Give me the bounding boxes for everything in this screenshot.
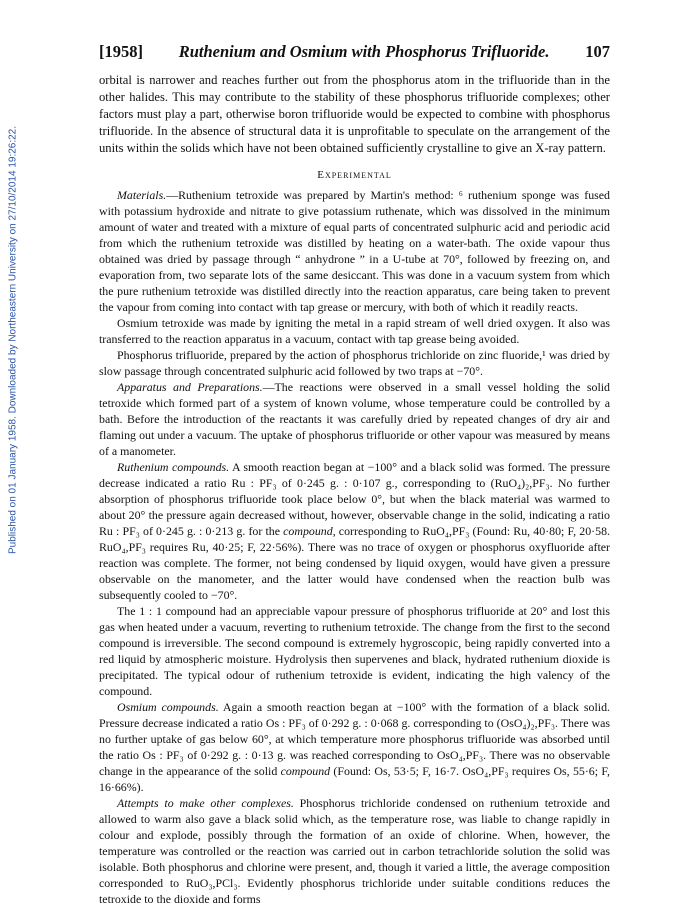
osmium-preparation-paragraph: Osmium tetroxide was made by igniting the metal in a rapid stream of well dried oxygen. It also was transferred to the reaction apparatus in a vacuum, contact with tap grease being avoided. bbox=[99, 316, 610, 346]
materials-text: —Ruthenium tetroxide was prepared by Martin's method: ⁶ ruthenium sponge was fused with potassium hydroxide and nitrate to give potassium ruthenate, which was dissolved in the minimum amount of water and treated with a mixture of equal parts of concentrated sulphuric acid and periodic acid from which the ruthenium tetroxide was distilled by heating on a water-bath. The oxide vapour thus obtained was dried by passage through “ anhydrone ” in a U-tube at 70°, followed by freezing on, and evaporation from, two separate lots of the same desiccant. This was done in a vacuum system from which the pure ruthenium tetroxide was distilled directly into the reaction apparatus, care being taken to prevent the vapour from coming into contact with tap grease or mercury, with both of which it readily reacts. bbox=[99, 188, 610, 314]
journal-year: [1958] bbox=[99, 42, 143, 61]
ruthenium-text-part2: , corresponding to RuO₄,PF₃ (Found: Ru, 40·80; F, 20·58. RuO₄,PF₃ requires Ru, 40·25; F, 22·56%). There was no trace of oxygen or phosphorus oxyfluoride after reaction was complete. The former, not being condensed by liquid oxygen, would have given a pressure observable on the manometer, and the latter would have condensed when the reaction bulb was subsequently cooled to −70°. bbox=[99, 524, 610, 602]
left-margin-watermark bbox=[0, 0, 26, 911]
article-page bbox=[99, 42, 610, 907]
intro-paragraph: orbital is narrower and reaches further out from the phosphorus atom in the trifluoride than in the other halides. This may contribute to the stability of these phosphorus trifluoride complexes; other factors must play a part, otherwise boron trifluoride would be expected to combine with phosphorus trifluoride. In the absence of structural data it is unprofitable to speculate on the arrangement of the units within the solids which have not been obtained sufficiently crystalline to give an X-ray pattern. bbox=[99, 73, 610, 155]
one-to-one-compound-paragraph: The 1 : 1 compound had an appreciable vapour pressure of phosphorus trifluoride at 20° and lost this gas when heated under a vacuum, reverting to ruthenium tetroxide. The change from the first to the second compound is irreversible. The second compound is extremely hygroscopic, being rapidly converted into a red liquid by atmospheric moisture. Hydrolysis then supervenes and black, hydrated ruthenium dioxide is precipitated. The typical odour of ruthenium tetroxide is evident, indicating the high valency of the compound. bbox=[99, 604, 610, 698]
apparatus-paragraph bbox=[99, 379, 610, 459]
ruthenium-compounds-label: Ruthenium compounds. bbox=[117, 460, 230, 474]
section-heading-experimental: Experimental bbox=[317, 169, 392, 181]
osmium-compounds-label: Osmium compounds. bbox=[117, 700, 219, 714]
page-number: 107 bbox=[585, 42, 610, 61]
osmium-compound-word: compound bbox=[280, 764, 331, 778]
download-notice[interactable]: Published on 01 January 1958. Downloaded by Northeastern University on 27/10/2014 19:26:22. bbox=[7, 125, 19, 555]
running-head bbox=[99, 42, 610, 62]
materials-label: Materials. bbox=[117, 188, 167, 202]
pf3-preparation-paragraph: Phosphorus trifluoride, prepared by the action of phosphorus trichloride on zinc fluoride,¹ was dried by slow passage through concentrated sulphuric acid followed by two traps at −70°. bbox=[99, 348, 610, 378]
attempts-label: Attempts to make other complexes. bbox=[117, 796, 294, 810]
article-title: Ruthenium and Osmium with Phosphorus Trifluoride. bbox=[178, 42, 550, 61]
apparatus-text: —The reactions were observed in a small vessel holding the solid tetroxide which formed part of a system of known volume, whose temperature could be controlled by a bath. Before the introduction of the reactants it was carefully dried by repeated changes of dry air and flaming out under a vacuum. The uptake of phosphorus trifluoride or other vapour was measured by means of a manometer. bbox=[99, 380, 610, 458]
ruthenium-compounds-paragraph bbox=[99, 459, 610, 603]
ruthenium-compound-word: compound bbox=[283, 524, 333, 538]
apparatus-label: Apparatus and Preparations. bbox=[117, 380, 263, 394]
attempts-paragraph bbox=[99, 795, 610, 907]
osmium-text-part1: Again a smooth reaction began at −100° with the formation of a black solid. Pressure decrease indicated a ratio Os : PF₃ of 0·292 g. : 0·068 g. corresponding to (OsO₄)₂,PF₃. There was no further uptake of gas below 60°, at which temperature more phosphorus trifluoride was absorbed until the ratio Os : PF₃ of 0·292 g. : 0·13 g. was reached corresponding to OsO₄,PF₃. There was no observable change in the appearance of the solid bbox=[99, 700, 610, 778]
osmium-text-part2: (Found: Os, 53·5; F, 16·7. OsO₄,PF₃ requires Os, 55·6; F, 16·66%). bbox=[99, 764, 610, 794]
materials-paragraph bbox=[99, 187, 610, 315]
ruthenium-text-part1: A smooth reaction began at −100° and a black solid was formed. The pressure decrease indicated a ratio Ru : PF₃ of 0·245 g. : 0·107 g., corresponding to (RuO₄)₂,PF₃. No further absorption of phosphorus trifluoride took place below 0°, but when the black material was warmed to about 20° the pressure again decreased without, however, observable change in the solid, indicating a ratio Ru : PF₃ of 0·245 g. : 0·213 g. for the bbox=[99, 460, 610, 538]
attempts-text: Phosphorus trichloride condensed on ruthenium tetroxide and allowed to warm also gave a black solid which, as the temperature rose, was liable to change rapidly in colour and explode, possibly through the formation of an oxide of chlorine. When, however, the temperature was controlled or the reaction was carried out in carbon tetrachloride solution the solid was isolable. Both phosphorus and chlorine were present, and, though it varied a little, the average composition corresponded to RuO₃,PCl₃. Evidently phosphorus trichloride under suitable conditions reduces the tetroxide to the dioxide and forms bbox=[99, 796, 610, 906]
osmium-compounds-paragraph bbox=[99, 699, 610, 795]
